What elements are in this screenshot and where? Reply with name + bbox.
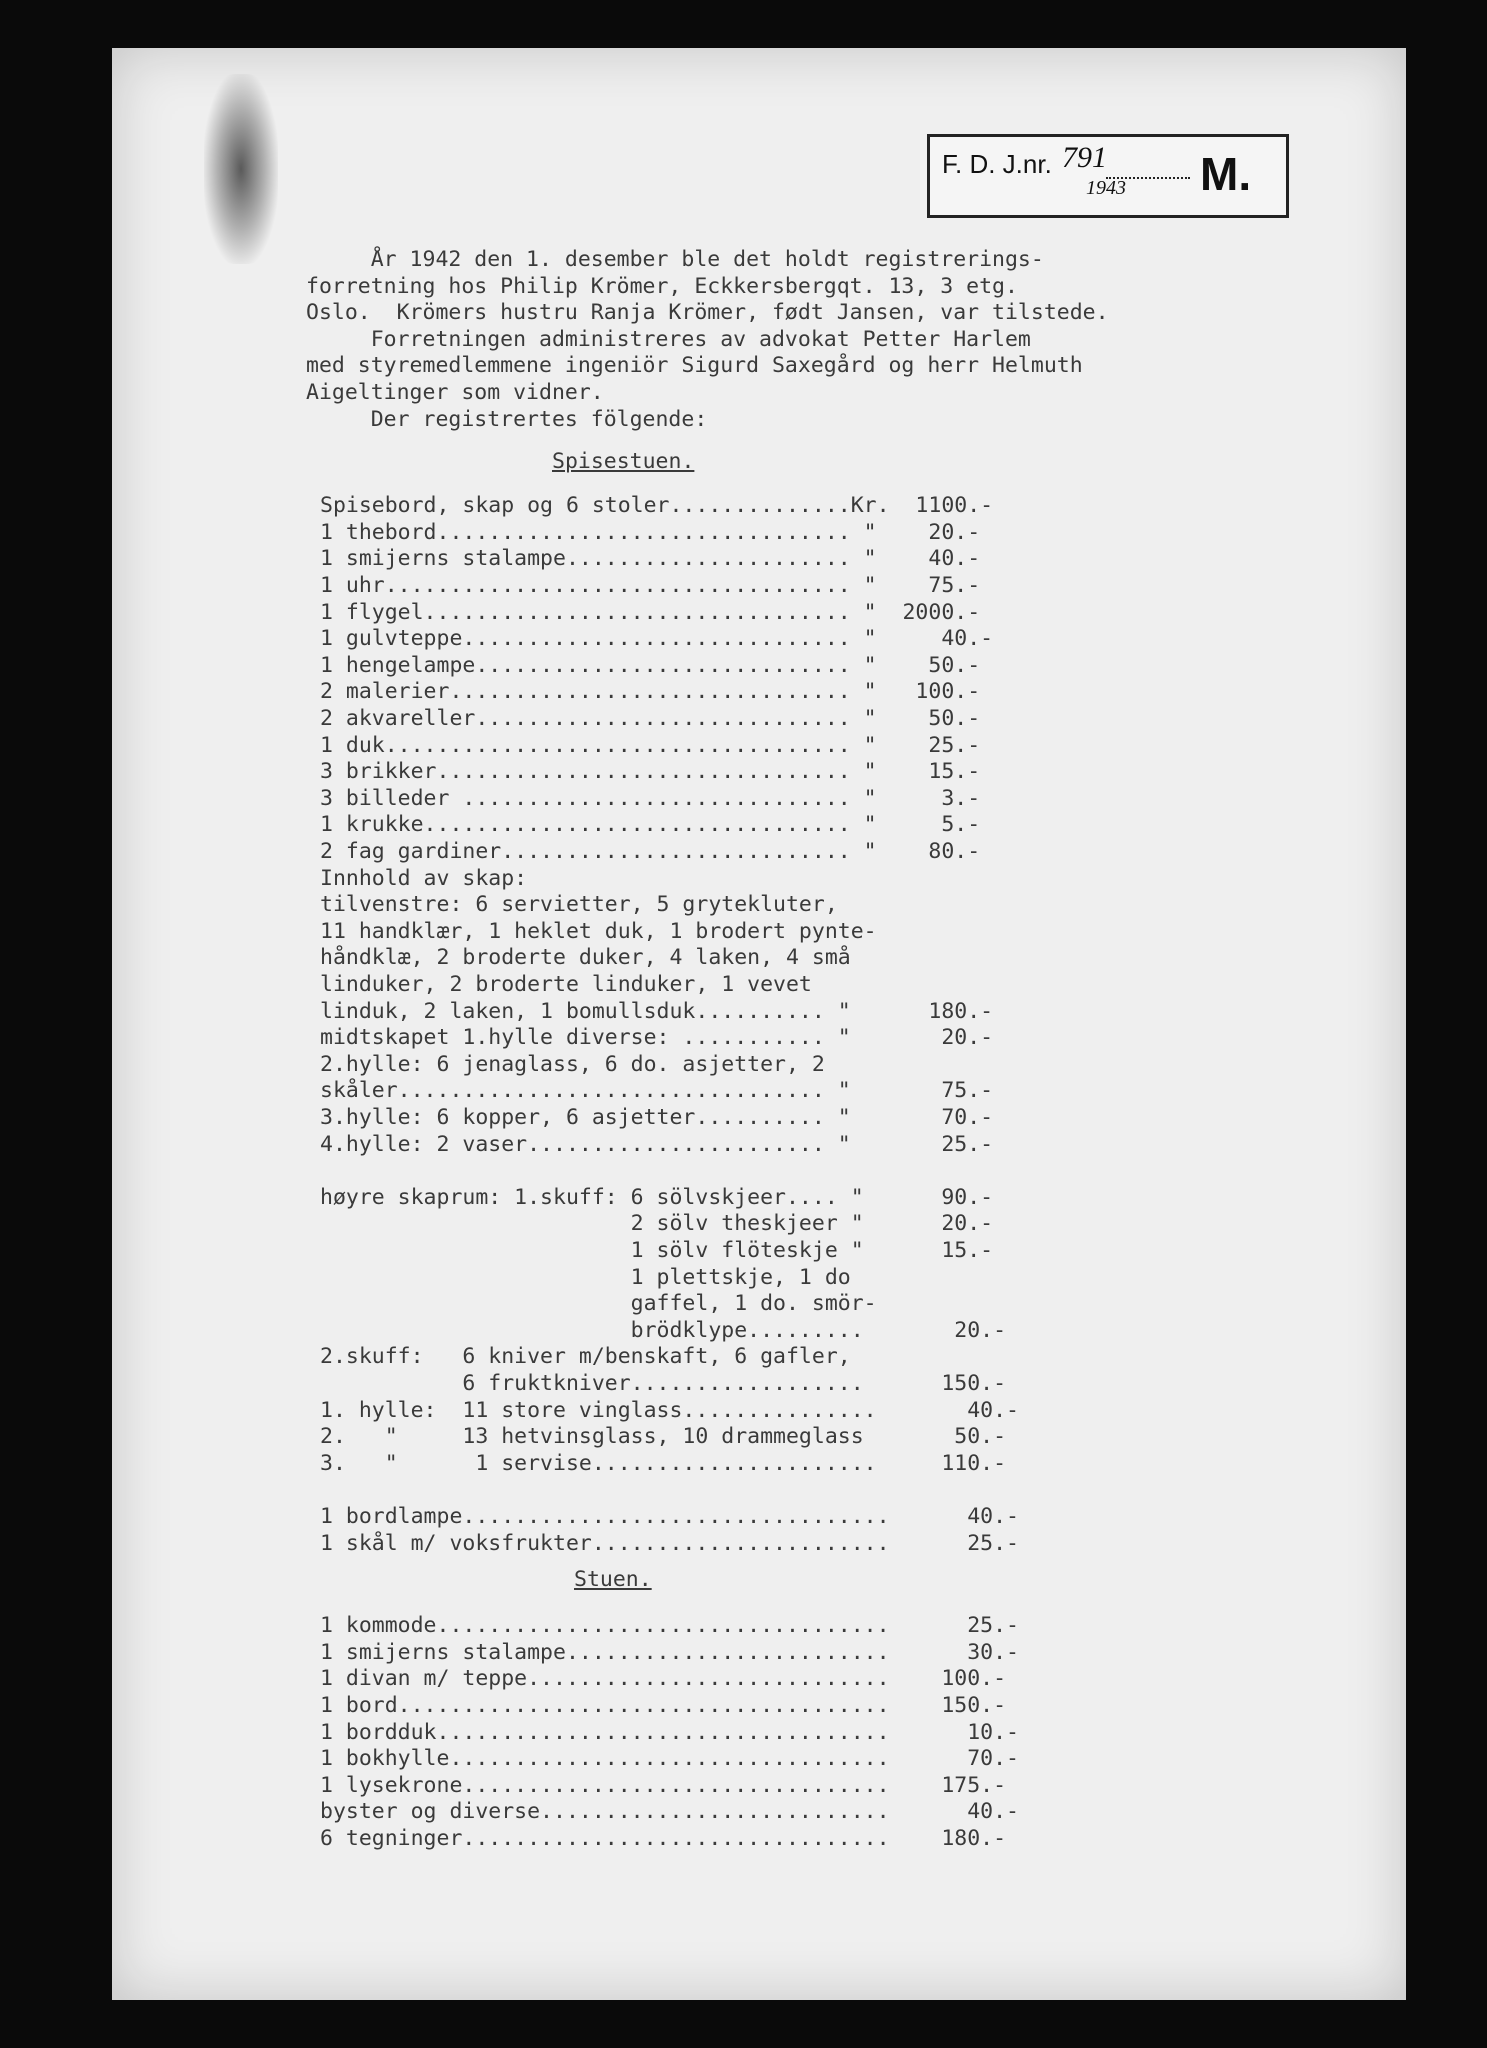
inventory-line: byster og diverse........................... 40.- [320,1799,1019,1825]
intro-line: Der registrertes fölgende: [306,406,708,432]
inventory-line: 11 handklær, 1 heklet duk, 1 brodert pynte- [320,918,877,944]
inventory-line: 1 bordlampe................................. 40.- [320,1504,1019,1529]
section-title-spisestuen: Spisestuen. [552,449,695,475]
document-text [112,48,1406,2000]
inventory-line: linduker, 2 broderte linduker, 1 vevet [320,972,812,997]
inventory-line: 1 hengelampe............................. " 50.- [320,652,981,678]
stamp-label: F. D. J.nr. [942,149,1052,179]
inventory-line: midtskapet 1.hylle diverse: ........... " 20.- [320,1025,994,1051]
intro-line: Forretningen administreres av advokat Petter Harlem [306,326,1031,352]
intro-line: forretning hos Philip Krömer, Eckkersbergqt. 13, 3 etg. [306,273,1018,299]
stamp-year: 1943 [1086,177,1126,199]
inventory-line: 1 bordduk................................... 10.- [320,1719,1019,1745]
inventory-line: 1 smijerns stalampe......................... 30.- [320,1639,1019,1665]
intro-line: Aigeltinger som vidner. [306,380,604,405]
inventory-line: 1. hylle: 11 store vinglass............... 40.- [320,1397,1019,1423]
inventory-line: brödklype......... 20.- [320,1317,1007,1343]
inventory-line: 1 bokhylle.................................. 70.- [320,1746,1019,1772]
inventory-line: gaffel, 1 do. smör- [320,1291,877,1317]
inventory-line: 1 krukke................................. " 5.- [320,812,981,838]
inventory-line: Innhold av skap: [320,865,528,891]
section-title-stuen: Stuen. [574,1567,652,1593]
inventory-line: 1 smijerns stalampe...................... " 40.- [320,546,981,572]
inventory-line: 3.hylle: 6 kopper, 6 asjetter.......... " 70.- [320,1105,994,1130]
inventory-line: 2. " 13 hetvinsglass, 10 drammeglass 50.- [320,1424,1007,1450]
inventory-line: skåler................................. " 75.- [320,1078,994,1104]
inventory-line: 1 uhr.................................... " 75.- [320,573,981,598]
inventory-line: 3. " 1 servise...................... 110.- [320,1450,1007,1476]
inventory-line: 1 gulvteppe.............................. " 40.- [320,626,994,652]
inventory-line: 4.hylle: 2 vaser....................... " 25.- [320,1131,994,1157]
intro-line: Oslo. Krömers hustru Ranja Krömer, født Jansen, var tilstede. [306,300,1109,326]
intro-line: År 1942 den 1. desember ble det holdt registrerings- [306,247,1044,272]
inventory-line: 1 lysekrone................................. 175.- [320,1772,1007,1798]
inventory-line: 3 billeder .............................. " 3.- [320,785,981,811]
inventory-line: linduk, 2 laken, 1 bomullsduk.......... " 180.- [320,998,994,1024]
inventory-line: 2 fag gardiner........................... " 80.- [320,839,981,864]
inventory-line: 1 kommode................................... 25.- [320,1613,1019,1639]
inventory-line: 6 fruktkniver.................. 150.- [320,1371,1007,1396]
inventory-line: 1 flygel................................. " 2000.- [320,599,981,625]
inventory-line: 2.hylle: 6 jenaglass, 6 do. asjetter, 2 [320,1051,825,1077]
inventory-line: 3 brikker................................ " 15.- [320,759,981,785]
inventory-line: 1 duk.................................... " 25.- [320,732,981,758]
inventory-line: 1 thebord................................ " 20.- [320,519,981,545]
stamp-number: 791 [1062,141,1107,174]
inventory-line: håndklæ, 2 broderte duker, 4 laken, 4 små [320,945,851,971]
inventory-line: 2 sölv theskjeer " 20.- [320,1211,994,1237]
inventory-line: 2.skuff: 6 kniver m/benskaft, 6 gafler, [320,1344,851,1370]
inventory-line: 1 divan m/ teppe............................ 100.- [320,1666,1007,1692]
inventory-line: 1 skål m/ voksfrukter....................... 25.- [320,1530,1019,1556]
document-page [112,48,1406,2000]
inventory-line: 1 plettskje, 1 do [320,1264,851,1290]
inventory-line: høyre skaprum: 1.skuff: 6 sölvskjeer.... " 90.- [320,1184,994,1210]
inventory-line: 6 tegninger................................. 180.- [320,1826,1007,1851]
inventory-line: 2 malerier............................... " 100.- [320,679,981,705]
inventory-line: 1 sölv flöteskje " 15.- [320,1238,994,1263]
inventory-line: 2 akvareller............................. " 50.- [320,706,981,731]
inventory-line: Spisebord, skap og 6 stoler..............Kr. 1100.- [320,493,994,519]
inventory-line: 1 bord...................................... 150.- [320,1693,1007,1718]
inventory-line: tilvenstre: 6 servietter, 5 grytekluter, [320,892,838,918]
stamp-letter: M. [1200,148,1252,200]
intro-line: med styremedlemmene ingeniör Sigurd Saxegård og herr Helmuth [306,353,1083,379]
